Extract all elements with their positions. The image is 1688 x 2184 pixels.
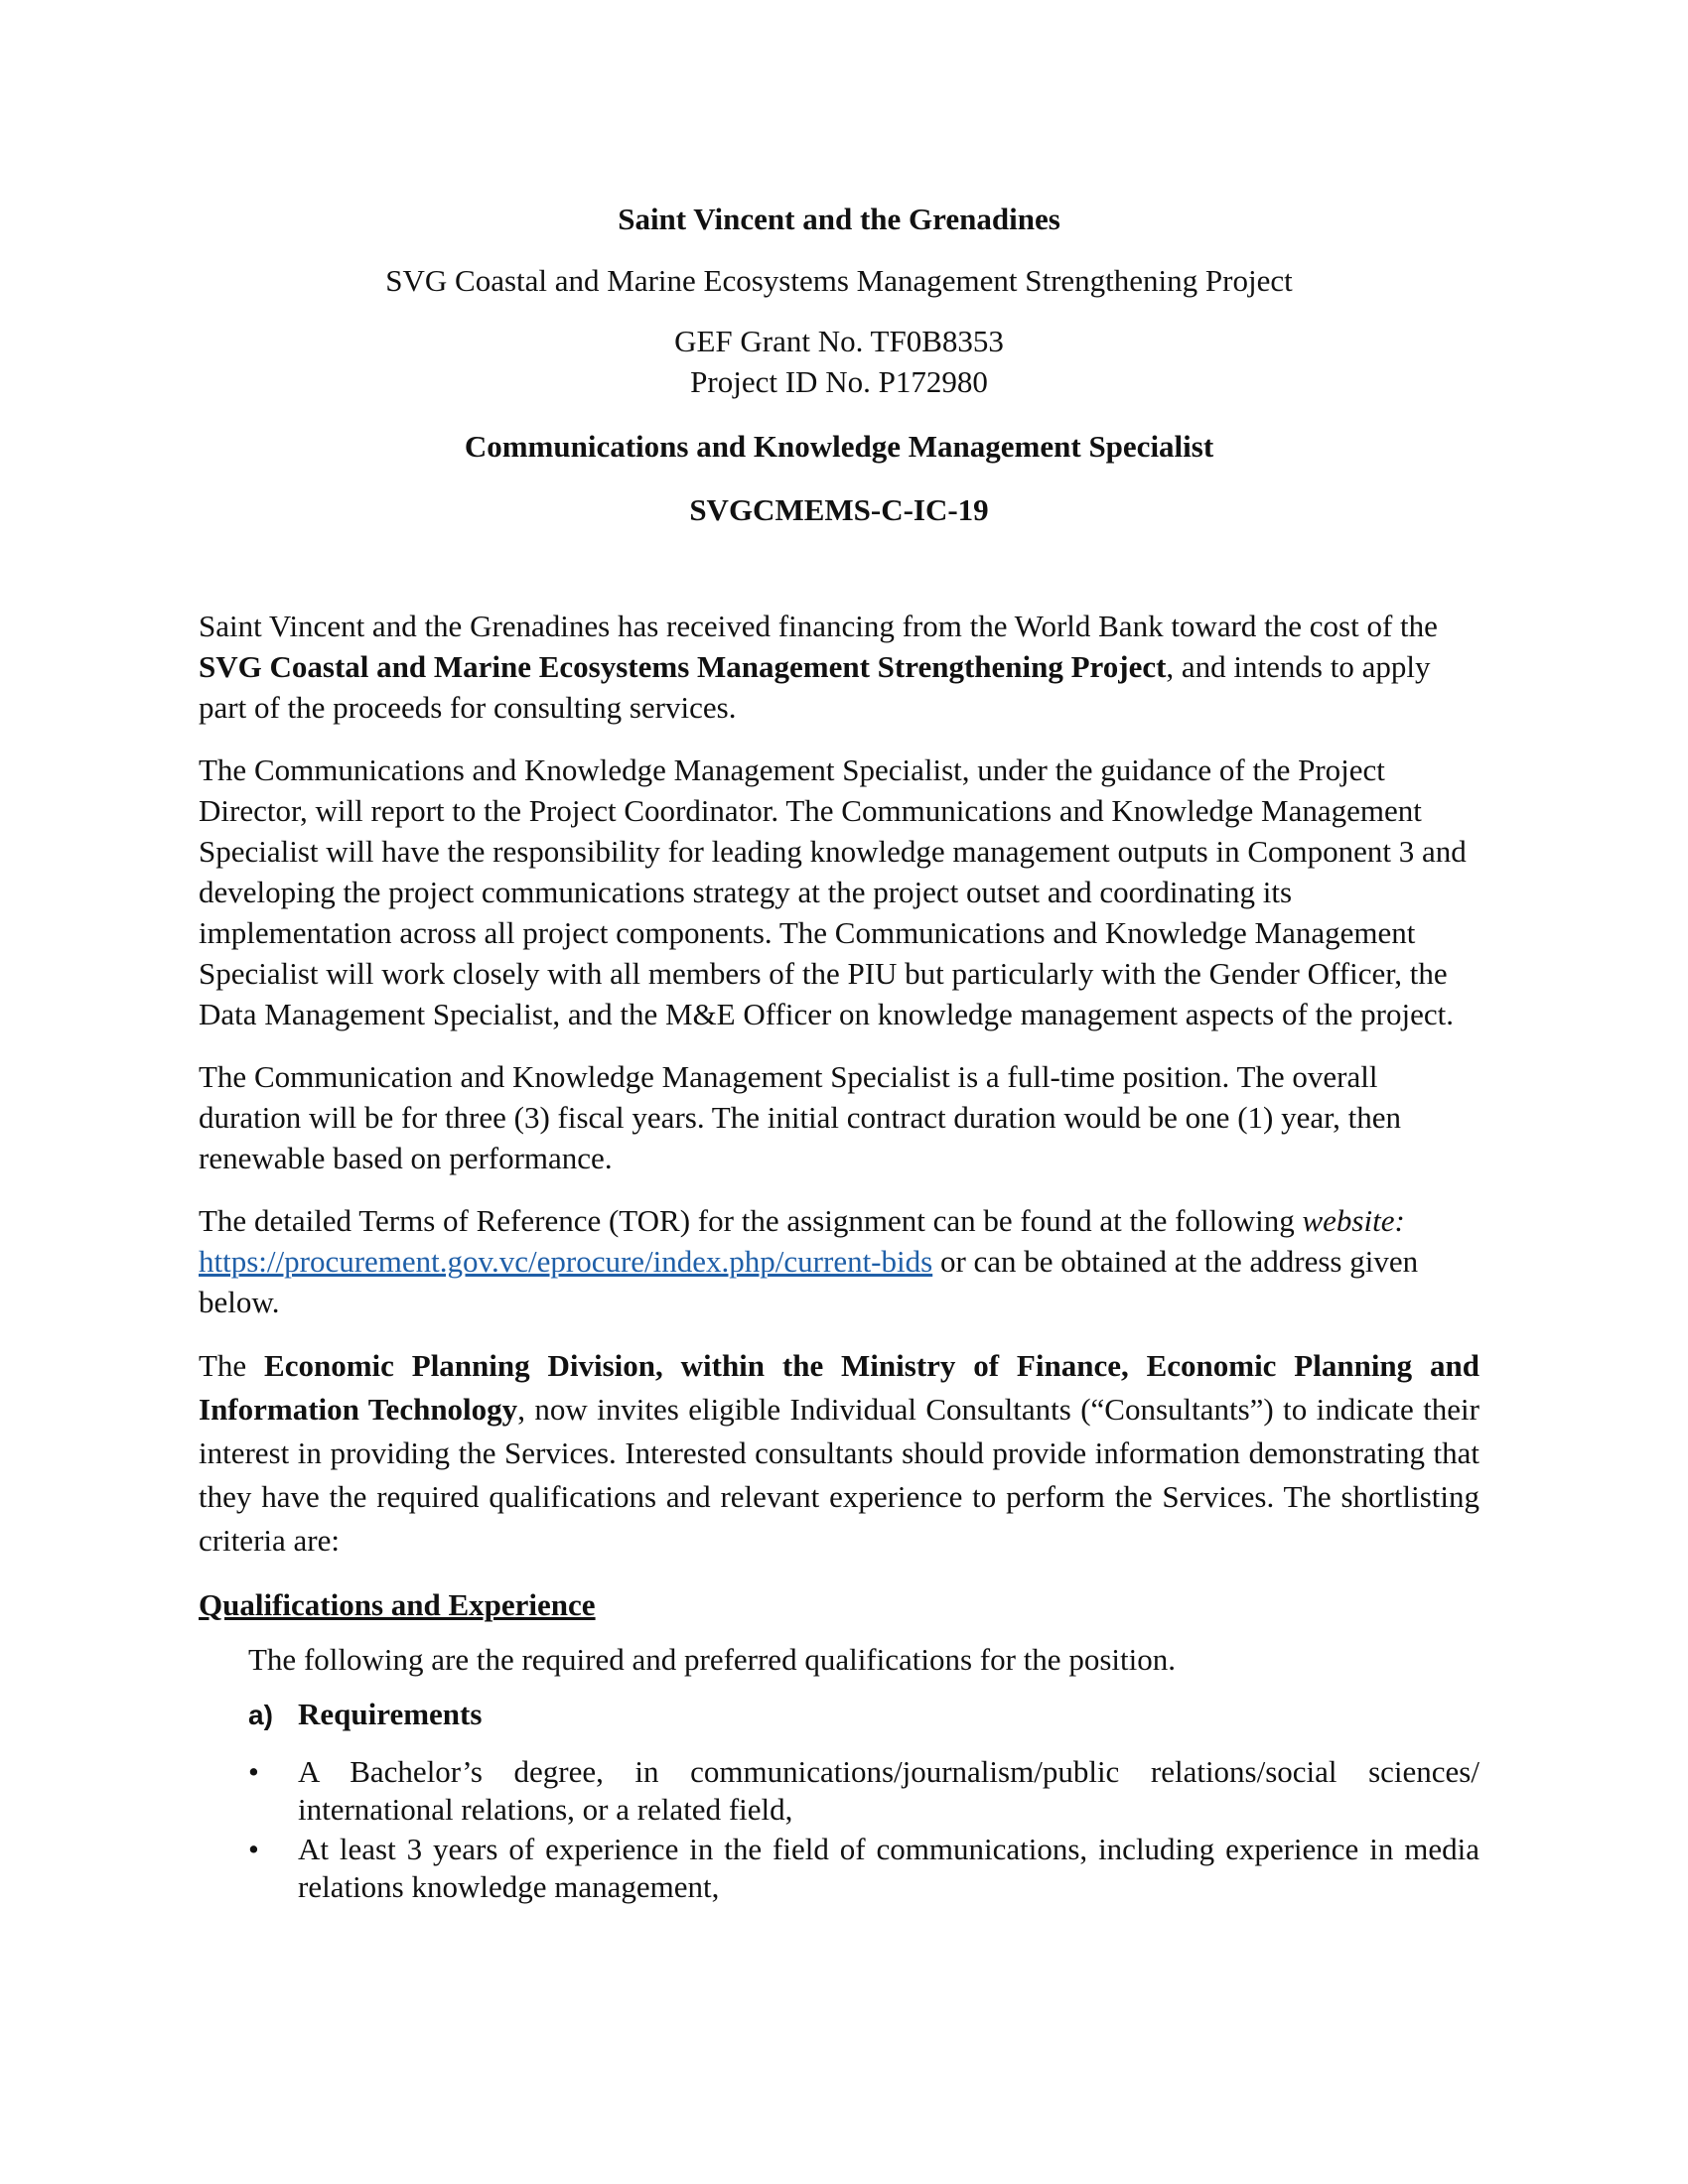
qualifications-intro: The following are the required and preferred qualifications for the position. <box>248 1642 1176 1677</box>
financing-paragraph <box>199 606 1479 728</box>
website-label: website: <box>1302 1203 1405 1238</box>
list-item-text: At least 3 years of experience in the field of communications, including experience in media relations knowledge management, <box>298 1832 1479 1904</box>
agency-name-bold: Economic Planning Division, within the Ministry of Finance, Economic Planning and Information Technology <box>199 1348 1479 1427</box>
project-name-bold: SVG Coastal and Marine Ecosystems Management Strengthening Project <box>199 649 1167 684</box>
country-title: Saint Vincent and the Grenadines <box>618 202 1060 236</box>
project-name: SVG Coastal and Marine Ecosystems Management Strengthening Project <box>385 263 1293 298</box>
invitation-text-start: The <box>199 1348 265 1383</box>
financing-text-start: Saint Vincent and the Grenadines has received financing from the World Bank toward the cost of the <box>199 609 1438 643</box>
grant-number: GEF Grant No. TF0B8353 <box>674 324 1004 358</box>
tor-link[interactable]: https://procurement.gov.vc/eprocure/index.php/current-bids <box>199 1244 933 1279</box>
duration-paragraph: The Communication and Knowledge Management Specialist is a full-time position. The overall duration will be for three (3) fiscal years. The initial contract duration would be one (1) year, then renewable based on performance. <box>199 1059 1402 1175</box>
requirements-list <box>199 1753 1479 1906</box>
tor-text-end: or can be obtained at the address given below. <box>199 1244 1419 1319</box>
bullet-icon: • <box>248 1754 259 1789</box>
list-item-text: A Bachelor’s degree, in communications/journalism/public relations/social sciences/ international relations, or a related field, <box>298 1754 1479 1827</box>
requirements-heading <box>248 1694 1479 1735</box>
role-description-paragraph: The Communications and Knowledge Management Specialist, under the guidance of the Project Director, will report to the Project Coordinator. The Communications and Knowledge Management Specialist will have the responsibility for leading knowledge management outputs in Component 3 and developing the project communications strategy at the project outset and coordinating its implementation across all project components. The Communications and Knowledge Management Specialist will work closely with all members of the PIU but particularly with the Gender Officer, the Data Management Specialist, and the M&E Officer on knowledge management aspects of the project. <box>199 752 1467 1031</box>
list-item <box>199 1831 1479 1906</box>
qualifications-heading: Qualifications and Experience <box>199 1587 596 1622</box>
requirements-title: Requirements <box>298 1697 483 1731</box>
document-header <box>199 199 1479 530</box>
list-item <box>199 1753 1479 1829</box>
reference-number: SVGCMEMS-C-IC-19 <box>689 492 989 527</box>
requirements-letter: a) <box>248 1700 273 1730</box>
invitation-text-end: , now invites eligible Individual Consultants (“Consultants”) to indicate their interest in providing the Services. Interested consultants should provide information demonstrating that they have the required qualifications and relevant experience to perform the Services. The shortlisting criteria are: <box>199 1392 1479 1558</box>
financing-text-end: , and intends to apply part of the proceeds for consulting services. <box>199 649 1431 725</box>
document-page <box>199 199 1479 1908</box>
invitation-paragraph <box>199 1344 1479 1563</box>
position-title: Communications and Knowledge Management Specialist <box>464 429 1214 464</box>
tor-text-start: The detailed Terms of Reference (TOR) for the assignment can be found at the following <box>199 1203 1303 1238</box>
project-id: Project ID No. P172980 <box>690 364 988 399</box>
tor-paragraph <box>199 1200 1479 1322</box>
bullet-icon: • <box>248 1832 259 1866</box>
